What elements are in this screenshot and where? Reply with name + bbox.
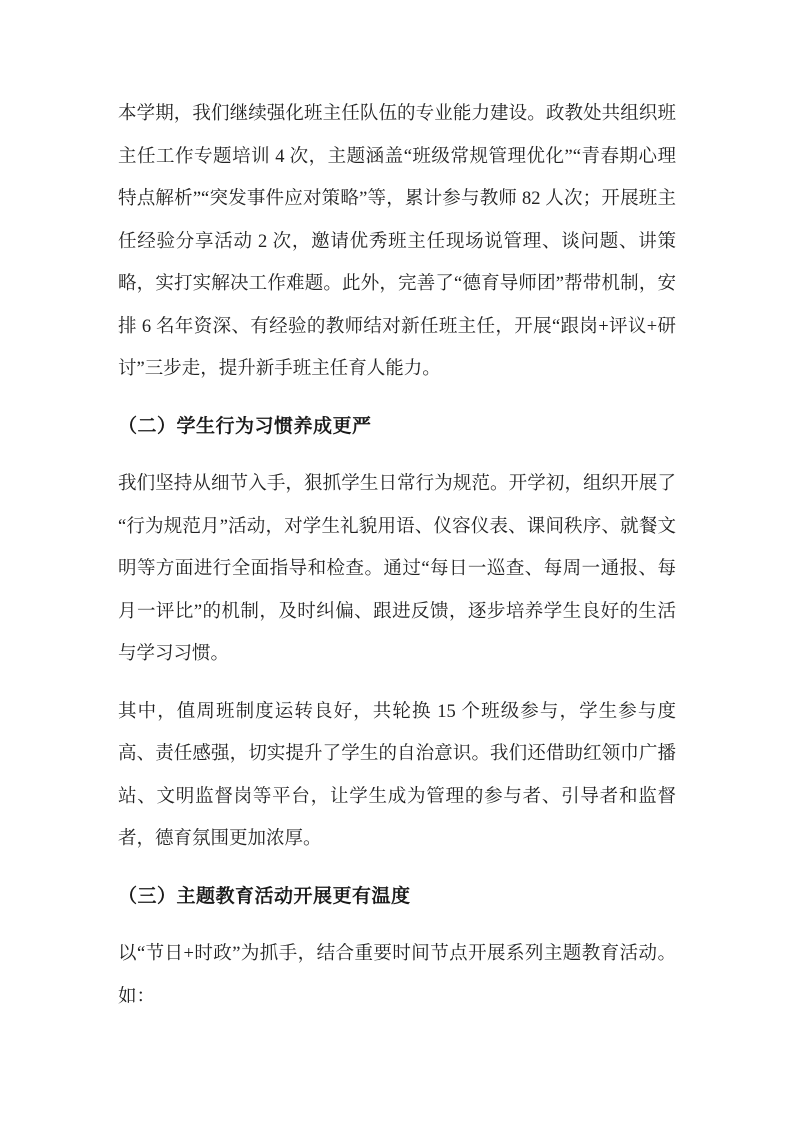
heading-section-3: （三）主题教育活动开展更有温度 <box>118 885 411 907</box>
heading-section-2: （二）学生行为习惯养成更严 <box>118 415 372 437</box>
paragraph-theme-activities: 以“节日+时政”为抓手，结合重要时间节点开展系列主题教育活动。如： <box>118 944 676 1007</box>
paragraph-duty-class: 其中，值周班制度运转良好，共轮换 15 个班级参与，学生参与度高、责任感强，切实提升了学生的自治意识。我们还借助红领巾广播站、文明监督岗等平台，让学生成为管理的参与者、引导者和监督者，德育氛围更加浓厚。 <box>118 701 676 849</box>
paragraph-behavior-habits: 我们坚持从细节入手，狠抓学生日常行为规范。开学初，组织开展了“行为规范月”活动，对学生礼貌用语、仪容仪表、课间秩序、就餐文明等方面进行全面指导和检查。通过“每日一巡查、每周一通报、每月一评比”的机制，及时纠偏、跟进反馈，逐步培养学生良好的生活与学习习惯。 <box>118 474 676 664</box>
paragraph-teacher-team: 本学期，我们继续强化班主任队伍的专业能力建设。政教处共组织班主任工作专题培训 4 次，主题涵盖“班级常规管理优化”“青春期心理特点解析”“突发事件应对策略”等，累计参与教师 82 人次；开展班主任经验分享活动 2 次，邀请优秀班主任现场说管理、谈问题、讲策略，实打实解决工作难题。此外，完善了“德育导师团”帮带机制，安排 6 名年资深、有经验的教师结对新任班主任，开展“跟岗+评议+研讨”三步走，提升新手班主任育人能力。 <box>118 104 676 379</box>
